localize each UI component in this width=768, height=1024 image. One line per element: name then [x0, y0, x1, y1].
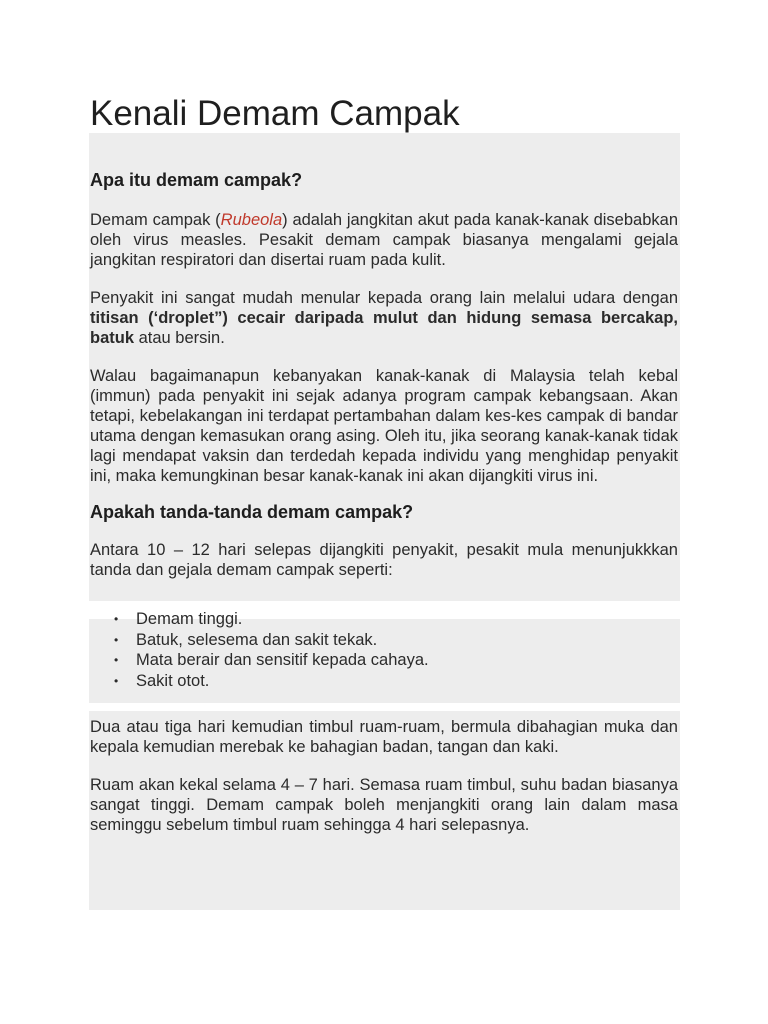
section-heading-what: Apa itu demam campak? — [90, 170, 303, 190]
paragraph-definition — [90, 210, 678, 270]
paragraph-text: atau bersin. — [134, 329, 225, 347]
paragraph-text: Penyakit ini sangat mudah menular kepada orang lain melalui udara dengan — [90, 289, 678, 307]
list-item: • Sakit otot. — [136, 671, 678, 692]
paragraph-signs-intro: Antara 10 – 12 hari selepas dijangkiti penyakit, pesakit mula menunjukkkan tanda dan gejala demam campak seperti: — [90, 541, 678, 579]
list-item: • Mata berair dan sensitif kepada cahaya. — [136, 650, 678, 671]
paragraph-text: Demam campak ( — [90, 211, 221, 229]
list-item: • Demam tinggi. — [136, 609, 678, 630]
paragraph-immunity: Walau bagaimanapun kebanyakan kanak-kanak di Malaysia telah kebal (immun) pada penyakit ini sejak adanya program campak kebangsaan. Akan tetapi, kebelakangan ini terdapat pertambahan dalam kes-kes campak di bandar utama dengan kemasukan orang asing. Oleh itu, jika seorang kanak-kanak tidak lagi mendapat vaksin dan terdedah kepada individu yang menghidap penyakit ini, maka kemungkinan besar kanak-kanak ini akan dijangkiti virus ini. — [90, 367, 678, 485]
section-heading-signs: Apakah tanda-tanda demam campak? — [90, 502, 414, 522]
droplet-emphasis: titisan (‘droplet”) cecair daripada mulut dan hidung semasa bercakap, batuk — [90, 309, 678, 347]
paragraph-rash: Dua atau tiga hari kemudian timbul ruam-ruam, bermula dibahagian muka dan kepala kemudian merebak ke bahagian badan, tangan dan kaki. — [90, 718, 678, 756]
paragraph-rash-duration: Ruam akan kekal selama 4 – 7 hari. Semasa ruam timbul, suhu badan biasanya sangat tinggi. Demam campak boleh menjangkiti orang lain dalam masa seminggu sebelum timbul ruam sehingga 4 hari selepasnya. — [90, 776, 678, 834]
rubeola-term: Rubeola — [220, 211, 283, 229]
paragraph-transmission — [90, 288, 678, 348]
list-item: • Batuk, selesema dan sakit tekak. — [136, 630, 678, 651]
paragraph-text: ) adalah jangkitan akut pada kanak-kanak disebabkan oleh virus measles. Pesakit demam campak biasanya mengalami gejala jangkitan respiratori dan disertai ruam pada kulit. — [90, 211, 678, 269]
page-title: Kenali Demam Campak — [90, 94, 460, 133]
symptom-list — [90, 609, 678, 691]
article-body — [90, 168, 678, 835]
